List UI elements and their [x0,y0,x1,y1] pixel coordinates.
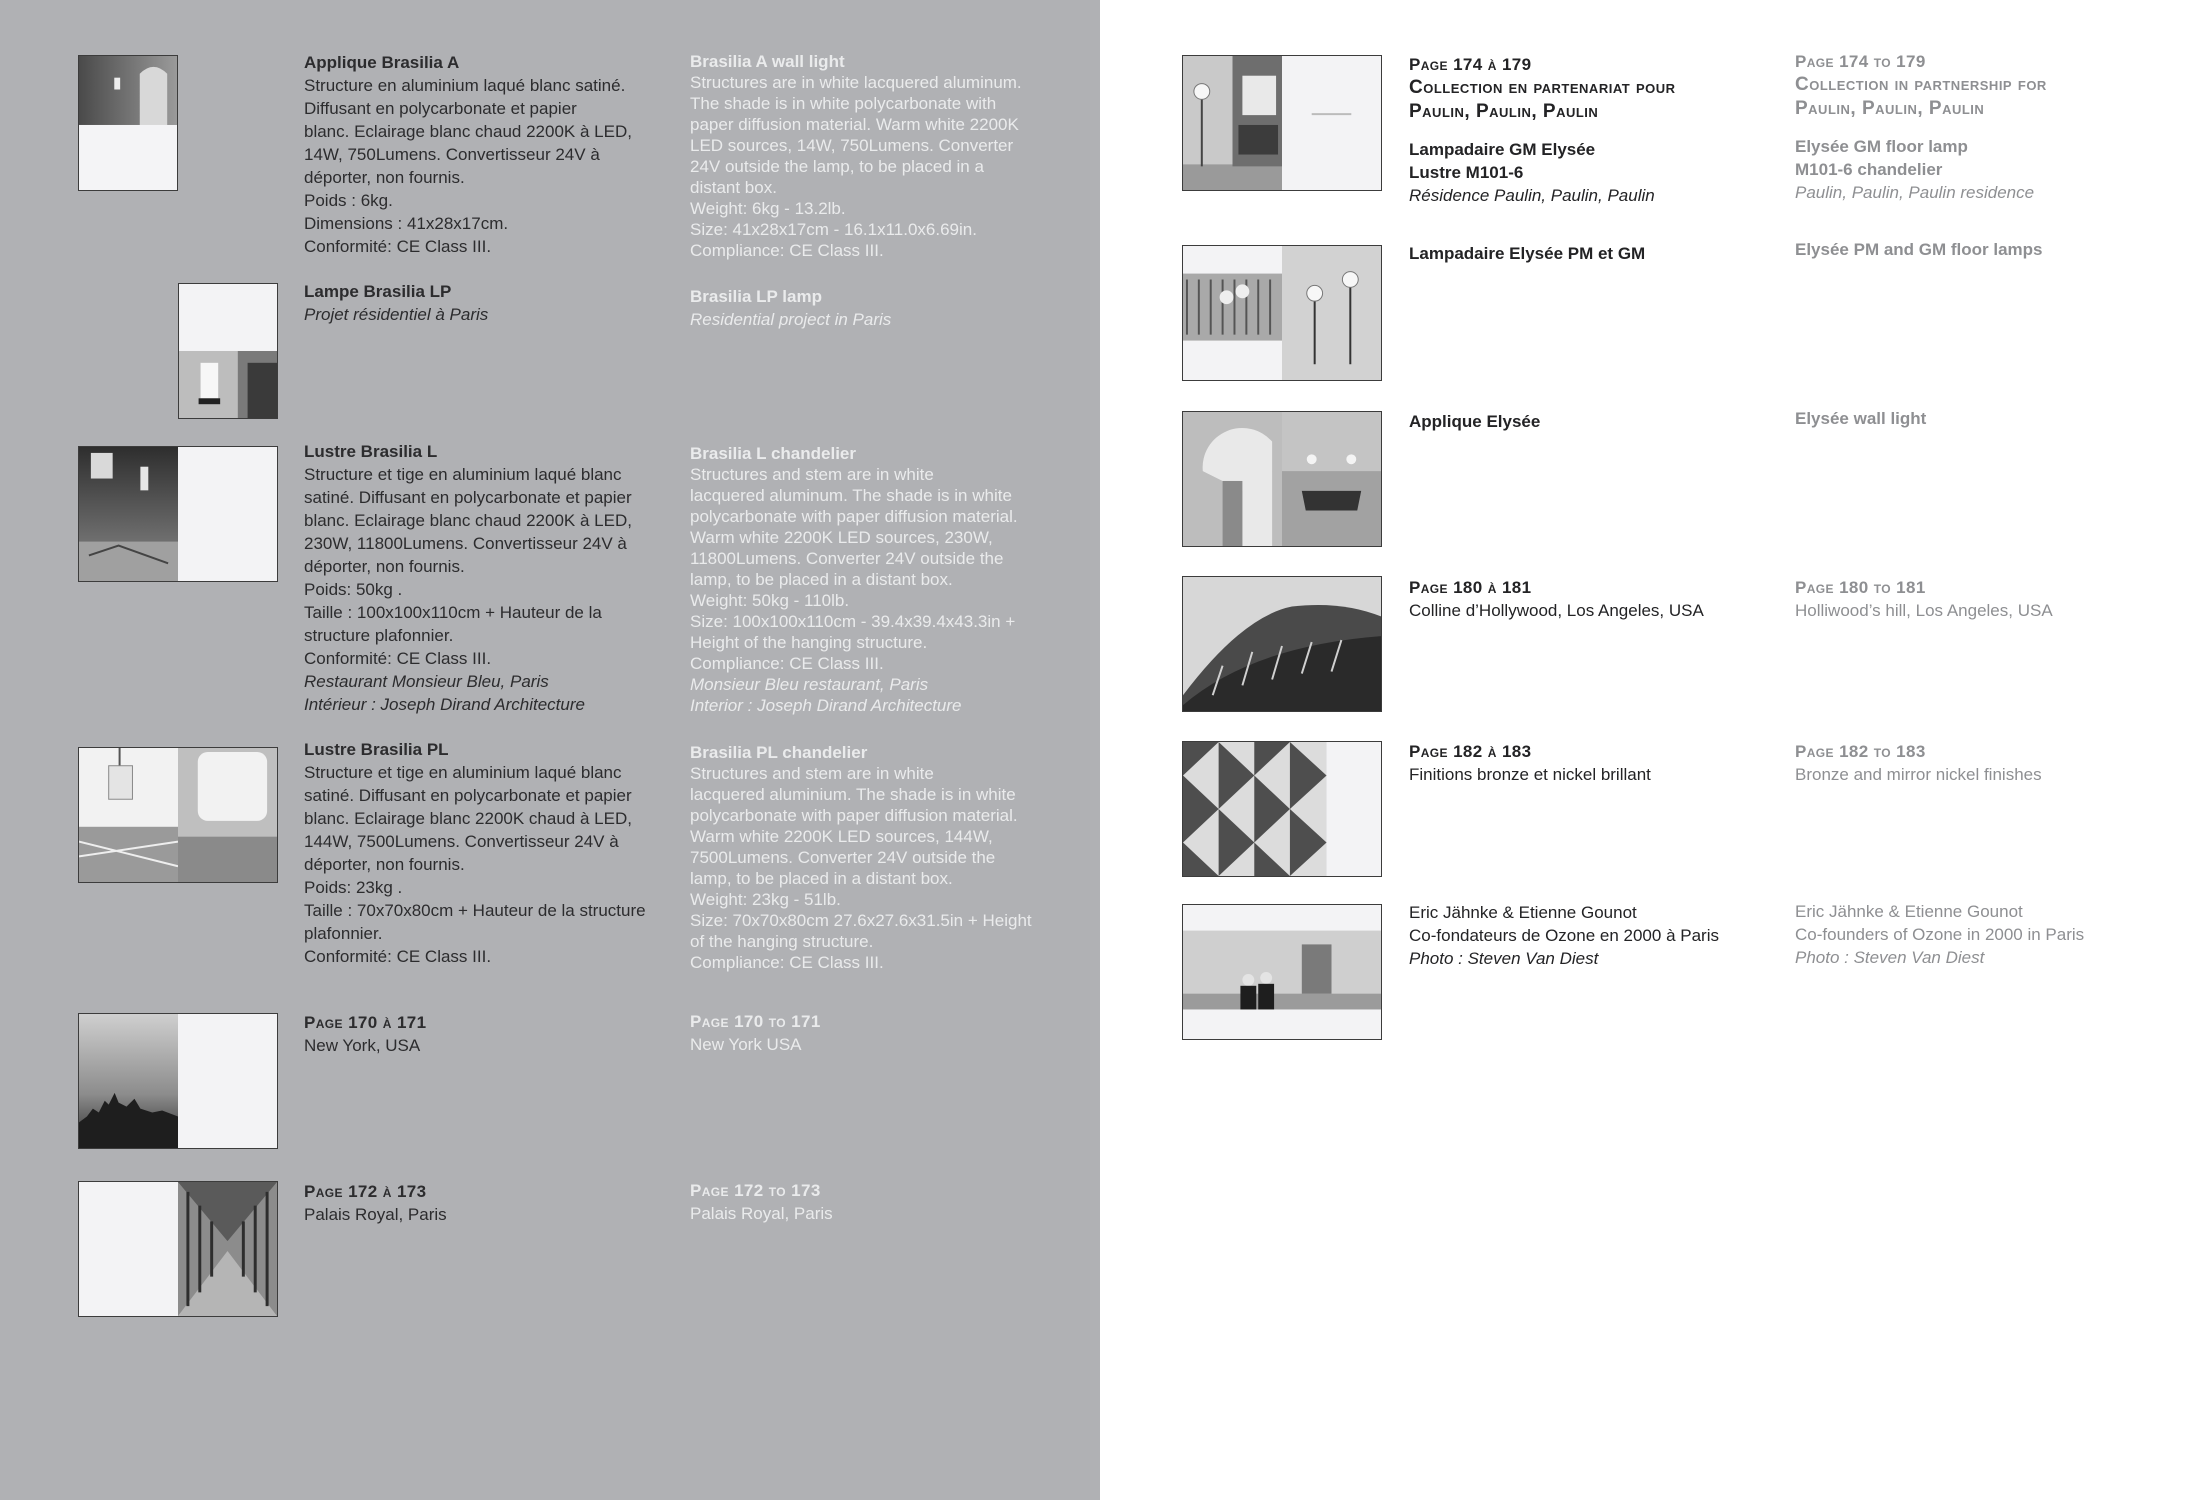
entry-title: Lampadaire GM Elysée [1409,140,1596,159]
italic-line: Intérieur : Joseph Dirand Architecture [304,695,585,714]
text-line: Height of the hanging structure. [690,633,928,652]
text-line: déporter, non fournis. [304,557,465,576]
text-line: Finitions bronze et nickel brillant [1409,765,1651,784]
text-line: Colline d’Hollywood, Los Angeles, USA [1409,601,1704,620]
thumb-paulin-collection [1182,55,1382,191]
en-finishes [1795,740,2175,786]
text-line: LED sources, 14W, 750Lumens. Converter [690,136,1014,155]
text-line: Conformité: CE Class III. [304,947,492,966]
italic-line: Interior : Joseph Dirand Architecture [690,696,962,715]
en-hollywood-hill [1795,576,2175,622]
text-line: lacquered aluminium. The shade is in white [690,785,1016,804]
entry-title: Lustre M101-6 [1409,163,1524,182]
fr-brasilia-lp [304,280,664,326]
text-line: Structure et tige en aluminium laqué blanc [304,465,622,484]
text-line: déporter, non fournis. [304,168,465,187]
fr-elysee-floor-lamps [1409,242,1769,265]
entry-title: Brasilia PL chandelier [690,743,868,762]
text-line: blanc. Eclairage blanc chaud 2200K à LED, [304,511,632,530]
collection-line: Collection in partnership for [1795,74,2047,95]
entry-title: Elysée GM floor lamp [1795,137,1968,156]
italic-line: Paulin, Paulin, Paulin residence [1795,183,2035,202]
text-line: 230W, 11800Lumens. Convertisseur 24V à [304,534,627,553]
italic-line: Résidence Paulin, Paulin, Paulin [1409,186,1655,205]
text-line: Eric Jähnke & Etienne Gounot [1795,902,2023,921]
text-line: Compliance: CE Class III. [690,654,884,673]
text-line: Dimensions : 41x28x17cm. [304,214,509,233]
text-line: Compliance: CE Class III. [690,953,884,972]
page-ref: Page 174 à 179 [1409,55,1532,74]
entry-title: Applique Elysée [1409,412,1541,431]
text-line: Eric Jähnke & Etienne Gounot [1409,903,1637,922]
en-brasilia-a [690,51,1070,261]
text-line: New York, USA [304,1036,421,1055]
collection-line: Paulin, Paulin, Paulin [1795,98,1985,119]
text-line: blanc. Eclairage blanc chaud 2200K à LED, [304,122,632,141]
page-ref: Page 174 to 179 [1795,52,1926,71]
entry-title: Elysée wall light [1795,409,1927,428]
entry-title: M101-6 chandelier [1795,160,1943,179]
fr-brasilia-a [304,51,664,258]
thumb-palais-royal [78,1181,278,1317]
text-line: lamp, to be placed in a distant box. [690,869,953,888]
text-line: Size: 100x100x110cm - 39.4x39.4x43.3in + [690,612,1016,631]
page-ref: Page 180 à 181 [1409,578,1532,597]
text-line: distant box. [690,178,777,197]
thumb-brasilia-pl [78,747,278,883]
text-line: 24V outside the lamp, to be placed in a [690,157,984,176]
fr-brasilia-pl [304,738,674,968]
text-line: New York USA [690,1035,802,1054]
text-line: 7500Lumens. Converter 24V outside the [690,848,996,867]
text-line: Taille : 70x70x80cm + Hauteur de la structure [304,901,646,920]
en-elysee-wall-light [1795,407,2175,430]
en-new-york [690,1010,1070,1056]
fr-elysee-wall-light [1409,410,1769,433]
en-palais-royal [690,1179,1070,1225]
page-ref: Page 172 à 173 [304,1182,427,1201]
text-line: Structure en aluminium laqué blanc satiné. [304,76,626,95]
page-ref: Page 180 to 181 [1795,578,1926,597]
fr-founders [1409,901,1769,970]
text-line: Weight: 6kg - 13.2lb. [690,199,846,218]
fr-hollywood-hill [1409,576,1769,622]
text-line: Size: 70x70x80cm 27.6x27.6x31.5in + Height [690,911,1032,930]
text-line: paper diffusion material. Warm white 2200K [690,115,1019,134]
text-line: Diffusant en polycarbonate et papier [304,99,577,118]
italic-line: Residential project in Paris [690,310,892,329]
text-line: polycarbonate with paper diffusion material. [690,806,1018,825]
thumb-brasilia-l [78,446,278,582]
text-line: Weight: 50kg - 110lb. [690,591,850,610]
text-line: Bronze and mirror nickel finishes [1795,765,2042,784]
text-line: Structures and stem are in white [690,465,934,484]
en-brasilia-pl [690,742,1070,973]
fr-new-york [304,1011,664,1057]
text-line: satiné. Diffusant en polycarbonate et papier [304,786,632,805]
text-line: Structure et tige en aluminium laqué blanc [304,763,622,782]
thumb-founders-photo [1182,904,1382,1040]
italic-line: Restaurant Monsieur Bleu, Paris [304,672,549,691]
entry-title: Brasilia A wall light [690,52,845,71]
text-line: structure plafonnier. [304,626,454,645]
entry-title: Elysée PM and GM floor lamps [1795,240,2043,259]
fr-finishes [1409,740,1769,786]
text-line: Taille : 100x100x110cm + Hauteur de la [304,603,602,622]
thumb-brasilia-lp [178,283,278,419]
text-line: The shade is in white polycarbonate with [690,94,997,113]
entry-title: Lustre Brasilia PL [304,740,449,759]
entry-title: Lampe Brasilia LP [304,282,452,301]
text-line: Warm white 2200K LED sources, 144W, [690,827,993,846]
text-line: Conformité: CE Class III. [304,237,492,256]
text-line: 144W, 7500Lumens. Convertisseur 24V à [304,832,619,851]
fr-brasilia-l [304,440,664,716]
text-line: Size: 41x28x17cm - 16.1x11.0x6.69in. [690,220,977,239]
en-elysee-floor-lamps [1795,238,2175,261]
text-line: blanc. Eclairage blanc 2200K chaud à LED, [304,809,632,828]
fr-palais-royal [304,1180,664,1226]
text-line: Palais Royal, Paris [690,1204,833,1223]
thumb-elysee-wall-light [1182,411,1382,547]
text-line: Structures and stem are in white [690,764,934,783]
thumb-hollywood-hill [1182,576,1382,712]
text-line: Weight: 23kg - 51lb. [690,890,841,909]
photo-credit: Photo : Steven Van Diest [1795,948,1985,967]
en-founders [1795,900,2175,969]
entry-title: Lampadaire Elysée PM et GM [1409,244,1646,263]
page-ref: Page 182 à 183 [1409,742,1532,761]
text-line: Holliwood’s hill, Los Angeles, USA [1795,601,2053,620]
entry-title: Lustre Brasilia L [304,442,438,461]
page-ref: Page 182 to 183 [1795,742,1926,761]
entry-title: Brasilia LP lamp [690,287,822,306]
en-brasilia-lp [690,285,1070,331]
text-line: Poids : 6kg. [304,191,393,210]
text-line: Poids: 50kg . [304,580,403,599]
text-line: plafonnier. [304,924,383,943]
text-line: of the hanging structure. [690,932,874,951]
text-line: Co-founders of Ozone in 2000 in Paris [1795,925,2085,944]
text-line: Co-fondateurs de Ozone en 2000 à Paris [1409,926,1719,945]
text-line: Poids: 23kg . [304,878,403,897]
text-line: 11800Lumens. Converter 24V outside the [690,549,1004,568]
en-paulin-collection [1795,50,2175,204]
text-line: Conformité: CE Class III. [304,649,492,668]
text-line: déporter, non fournis. [304,855,465,874]
page-ref: Page 170 to 171 [690,1012,821,1031]
text-line: satiné. Diffusant en polycarbonate et papier [304,488,632,507]
text-line: polycarbonate with paper diffusion material. [690,507,1018,526]
entry-title: Applique Brasilia A [304,53,460,72]
text-line: Compliance: CE Class III. [690,241,884,260]
thumb-elysee-floor-lamps [1182,245,1382,381]
fr-paulin-collection [1409,53,1769,207]
italic-line: Projet résidentiel à Paris [304,305,489,324]
text-line: Palais Royal, Paris [304,1205,447,1224]
text-line: lacquered aluminum. The shade is in white [690,486,1012,505]
page-ref: Page 170 à 171 [304,1013,427,1032]
thumb-finishes [1182,741,1382,877]
en-brasilia-l [690,443,1070,716]
entry-title: Brasilia L chandelier [690,444,856,463]
thumb-brasilia-a [78,55,178,191]
text-line: 14W, 750Lumens. Convertisseur 24V à [304,145,600,164]
collection-line: Collection en partenariat pour [1409,77,1676,98]
collection-line: Paulin, Paulin, Paulin [1409,101,1599,122]
text-line: Warm white 2200K LED sources, 230W, [690,528,993,547]
text-line: lamp, to be placed in a distant box. [690,570,953,589]
italic-line: Monsieur Bleu restaurant, Paris [690,675,929,694]
text-line: Structures are in white lacquered aluminum. [690,73,1022,92]
thumb-new-york [78,1013,278,1149]
photo-credit: Photo : Steven Van Diest [1409,949,1599,968]
page-ref: Page 172 to 173 [690,1181,821,1200]
